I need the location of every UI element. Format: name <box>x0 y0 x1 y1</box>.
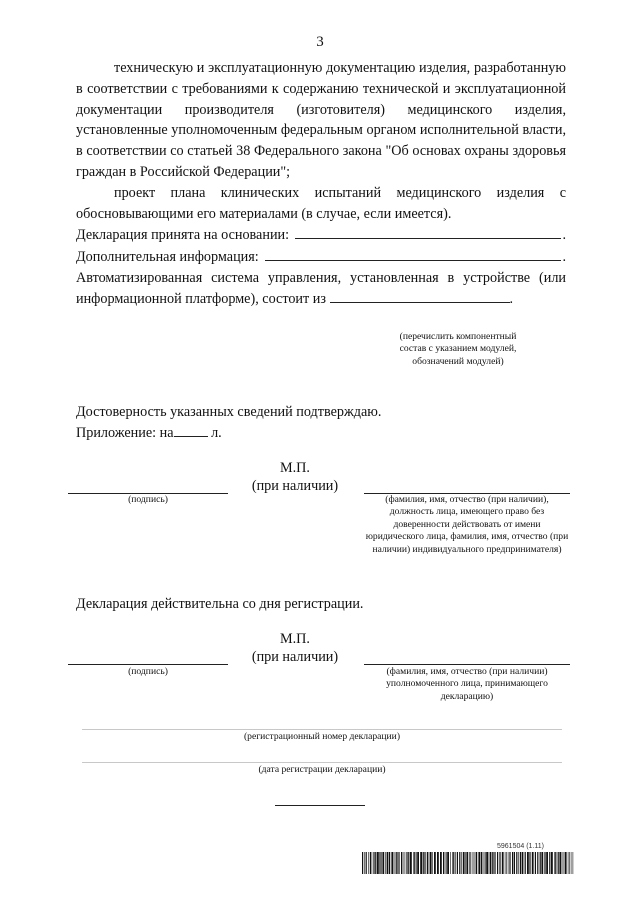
barcode-icon <box>362 852 576 874</box>
person-caption-1: (фамилия, имя, отчество (при наличии), должность лица, имеющего право без доверенности действовать от имени юридического лица, фамилия, имя, отчество (при наличии) индивидуального предпринимателя) <box>365 494 569 555</box>
additional-info-field: Дополнительная информация: . <box>76 246 566 268</box>
signature-caption-2: (подпись) <box>128 666 168 677</box>
signature-caption-1: (подпись) <box>128 494 168 505</box>
paragraph-technical-docs: техническую и эксплуатационную документацию изделия, разработанную в соответствии с требованиями к содержанию технической и эксплуатационной документации производителя (изготовителя) медицинского изделия, установленные уполномоченным федеральным органом исполнительной власти, в соответствии со статьей 38 Федерального закона "Об основах охраны здоровья граждан в Российской Федерации"; <box>76 60 566 180</box>
page-number: 3 <box>316 34 324 50</box>
signature-line-2[interactable] <box>68 664 228 665</box>
basis-input-line[interactable] <box>295 224 561 239</box>
attachment-suffix: л. <box>211 425 222 441</box>
person-line-2[interactable] <box>364 664 570 665</box>
components-input-line[interactable] <box>330 290 510 303</box>
registration-number-caption: (регистрационный номер декларации) <box>243 731 401 742</box>
document-code: 5961504 (1.11) <box>497 843 544 850</box>
stamp-label-1: М.П. <box>280 460 310 476</box>
stamp-label-2: М.П. <box>280 631 310 647</box>
components-hint: (перечислить компонентный состав с указанием модулей, обозначений модулей) <box>399 331 517 367</box>
stamp-note-1: (при наличии) <box>251 478 339 494</box>
registration-date-caption: (дата регистрации декларации) <box>258 764 386 775</box>
document-body <box>76 58 566 310</box>
attachment-prefix: Приложение: на <box>76 425 174 441</box>
attachment-line <box>76 423 222 444</box>
confirmation-text: Достоверность указанных сведений подтверждаю. <box>76 404 382 420</box>
person-caption-2: (фамилия, имя, отчество (при наличии) уполномоченного лица, принимающего декларацию) <box>386 666 548 702</box>
additional-info-input-line[interactable] <box>265 246 562 261</box>
end-separator <box>275 805 365 806</box>
registration-number-line[interactable] <box>82 729 562 730</box>
stamp-note-2: (при наличии) <box>251 649 339 665</box>
automated-system-text: Автоматизированная система управления, установленная в устройстве (или информационной платформе), состоит из <box>76 269 566 307</box>
registration-date-line[interactable] <box>82 762 562 763</box>
additional-info-label: Дополнительная информация: <box>76 249 259 266</box>
validity-text: Декларация действительна со дня регистрации. <box>76 596 364 612</box>
automated-system-paragraph: Автоматизированная система управления, установленная в устройстве (или информационной платформе), состоит из . <box>76 269 566 307</box>
attachment-pages-input[interactable] <box>174 424 208 437</box>
paragraph-clinical-plan: проект плана клинических испытаний медицинского изделия с обосновывающими его материалами (в случае, если имеется). <box>76 184 566 222</box>
basis-label: Декларация принята на основании: <box>76 227 290 244</box>
basis-field: Декларация принята на основании: . <box>76 224 566 246</box>
